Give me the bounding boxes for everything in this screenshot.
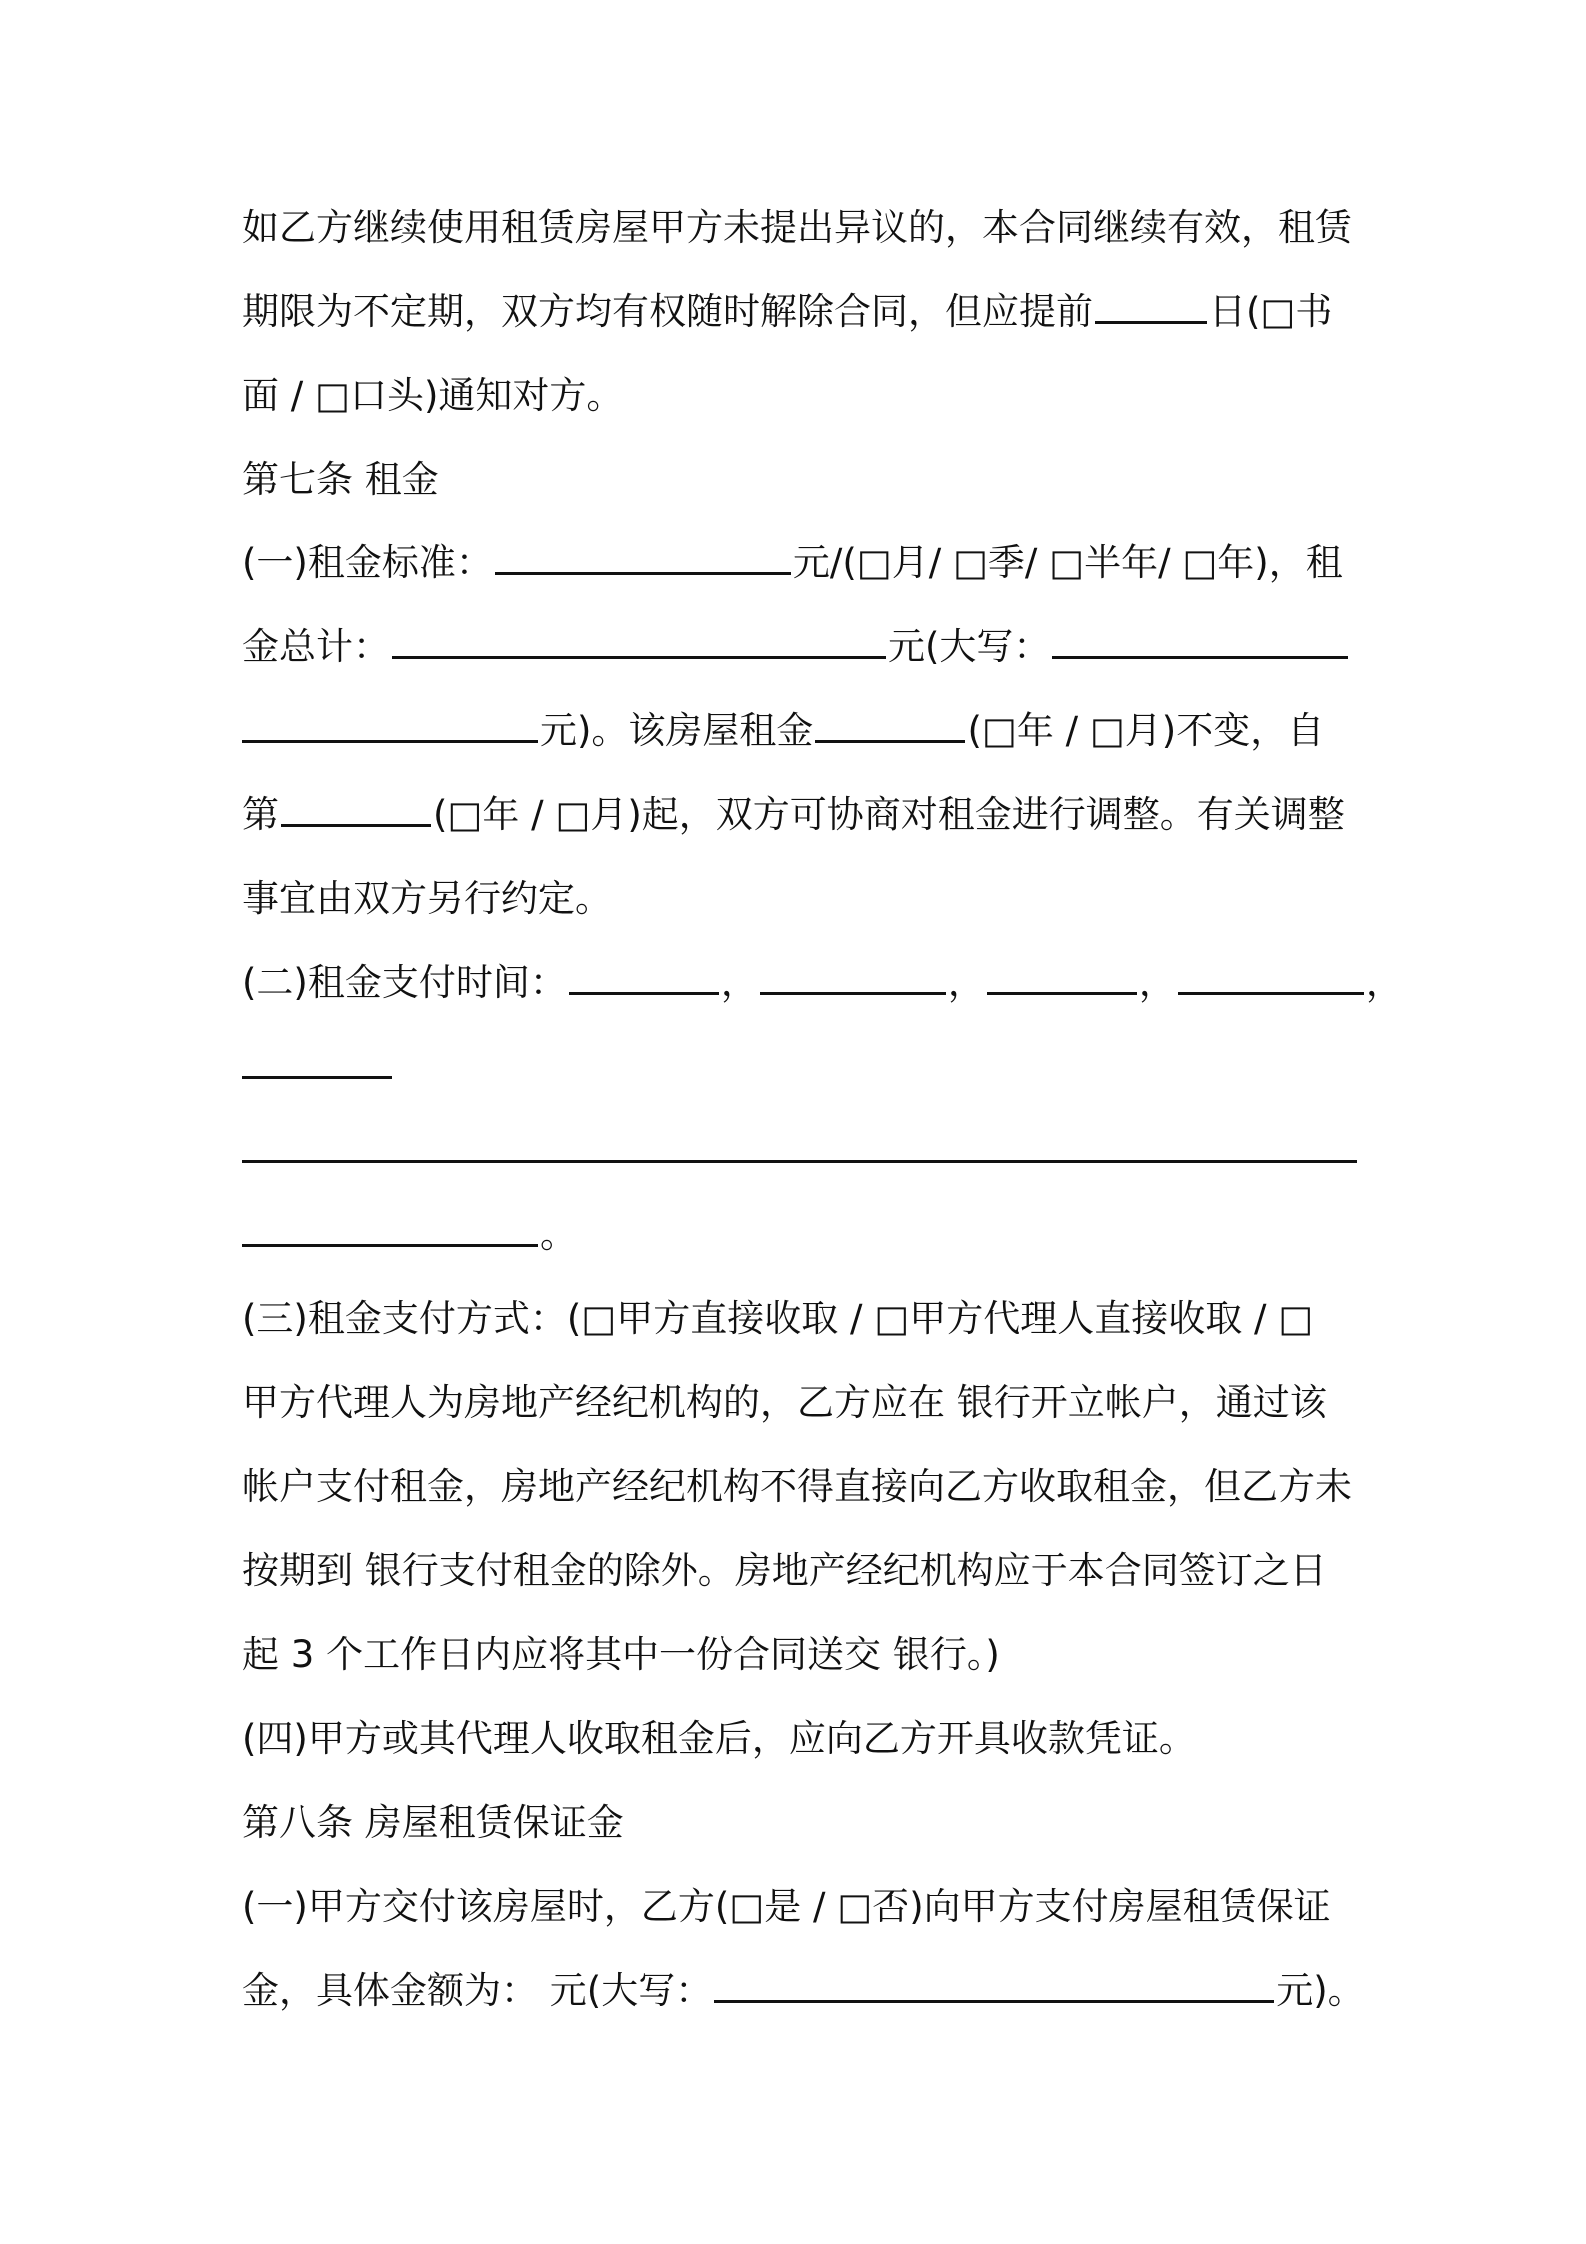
article-heading bbox=[242, 1795, 624, 1851]
blank-rent-total-words[interactable] bbox=[1052, 626, 1348, 659]
line-text: (□年 / □月)不变，自 bbox=[967, 709, 1325, 752]
line-text: 第 bbox=[242, 793, 279, 836]
text-line bbox=[242, 200, 1352, 256]
separator: ， bbox=[1138, 961, 1176, 1004]
blank-rent-fixed-period[interactable] bbox=[815, 710, 965, 743]
text-line bbox=[242, 368, 623, 424]
line-text: (一)租金标准： bbox=[242, 541, 493, 584]
text-line bbox=[242, 955, 1403, 1011]
blank-rent-standard[interactable] bbox=[495, 542, 791, 575]
text-line bbox=[242, 535, 1343, 591]
line-text: 如乙方继续使用租赁房屋甲方未提出异议的，本合同继续有效，租赁 bbox=[242, 206, 1352, 249]
line-text: 事宜由双方另行约定。 bbox=[242, 877, 612, 920]
text-line bbox=[242, 284, 1332, 340]
blank-pay-date-2[interactable] bbox=[760, 962, 946, 995]
line-text: 金，具体金额为： 元(大写： bbox=[242, 1969, 713, 2012]
blank-pay-date-3[interactable] bbox=[987, 962, 1137, 995]
heading-text: 第七条 租金 bbox=[242, 458, 439, 501]
line-text: 元)。该房屋租金 bbox=[540, 709, 814, 752]
text-line bbox=[242, 1543, 1327, 1599]
text-line bbox=[242, 1879, 1331, 1935]
line-text: 元)。 bbox=[1276, 1969, 1365, 2012]
separator: ， bbox=[947, 961, 985, 1004]
blank-pay-time-extra[interactable] bbox=[242, 1130, 1357, 1163]
line-text: (二)租金支付时间： bbox=[242, 961, 567, 1004]
blank-deposit-words[interactable] bbox=[714, 1970, 1274, 2003]
text-line bbox=[242, 1459, 1352, 1515]
text-line bbox=[242, 871, 612, 927]
line-text: 金总计： bbox=[242, 625, 390, 668]
separator: ， bbox=[720, 961, 758, 1004]
text-line bbox=[242, 1963, 1365, 2019]
text-line bbox=[242, 1207, 577, 1263]
text-line bbox=[242, 1375, 1327, 1431]
text-line bbox=[242, 1291, 1313, 1347]
line-text: 日(□书 bbox=[1209, 290, 1333, 333]
blank-rent-total[interactable] bbox=[392, 626, 886, 659]
line-text: 按期到 银行支付租金的除外。房地产经纪机构应于本合同签订之日 bbox=[242, 1549, 1327, 1592]
line-text: 期限为不定期，双方均有权随时解除合同，但应提前 bbox=[242, 290, 1093, 333]
blank-pay-date-5[interactable] bbox=[242, 1046, 392, 1079]
blank-adjust-from[interactable] bbox=[281, 794, 431, 827]
blank-pay-date-1[interactable] bbox=[569, 962, 719, 995]
text-line bbox=[242, 1711, 1196, 1767]
separator: ， bbox=[1365, 961, 1403, 1004]
line-text: 面 / □口头)通知对方。 bbox=[242, 374, 624, 417]
line-text: 元/(□月/ □季/ □半年/ □年)，租 bbox=[792, 541, 1343, 584]
heading-text: 第八条 房屋租赁保证金 bbox=[242, 1801, 624, 1844]
blank-rent-total-words-cont[interactable] bbox=[242, 710, 538, 743]
text-line bbox=[242, 619, 1350, 675]
line-text: (四)甲方或其代理人收取租金后，应向乙方开具收款凭证。 bbox=[242, 1717, 1196, 1760]
line-text: 元(大写： bbox=[888, 625, 1051, 668]
blank-pay-time-extra-cont[interactable] bbox=[242, 1214, 538, 1247]
line-text: 帐户支付租金，房地产经纪机构不得直接向乙方收取租金，但乙方未 bbox=[242, 1465, 1352, 1508]
line-text: (□年 / □月)起，双方可协商对租金进行调整。有关调整 bbox=[433, 793, 1345, 836]
text-line bbox=[242, 1039, 394, 1095]
blank-notice-days[interactable] bbox=[1095, 291, 1207, 324]
text-line bbox=[242, 1123, 1357, 1179]
line-text: 甲方代理人为房地产经纪机构的，乙方应在 银行开立帐户，通过该 bbox=[242, 1381, 1327, 1424]
text-line bbox=[242, 787, 1345, 843]
blank-pay-date-4[interactable] bbox=[1178, 962, 1364, 995]
text-line bbox=[242, 703, 1324, 759]
text-line bbox=[242, 1627, 1000, 1683]
line-text: (三)租金支付方式：(□甲方直接收取 / □甲方代理人直接收取 / □ bbox=[242, 1297, 1314, 1340]
line-text: (一)甲方交付该房屋时，乙方(□是 / □否)向甲方支付房屋租赁保证 bbox=[242, 1885, 1331, 1928]
line-text: 。 bbox=[540, 1213, 577, 1256]
line-text: 起 3 个工作日内应将其中一份合同送交 银行。) bbox=[242, 1633, 1000, 1676]
article-heading bbox=[242, 452, 439, 508]
